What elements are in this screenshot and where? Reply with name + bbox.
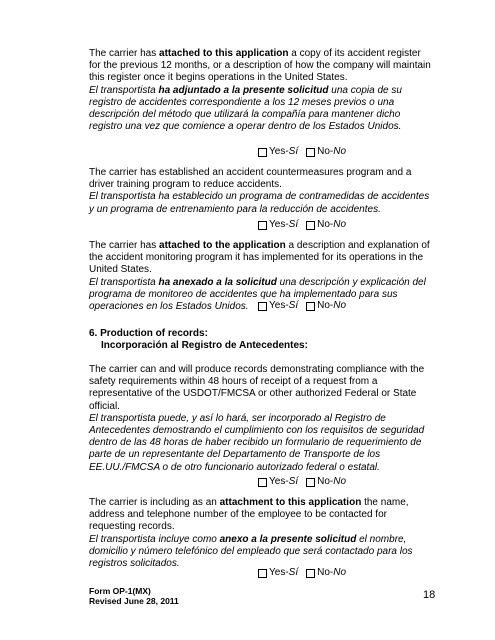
- yes-checkbox[interactable]: [258, 221, 267, 230]
- yes-checkbox[interactable]: [258, 478, 267, 487]
- no-option: No- No: [306, 300, 346, 312]
- accident-register-paragraph: [89, 48, 434, 133]
- yes-no-group-3: [258, 300, 354, 312]
- english-text: The carrier is including as an attachment to this application the name, address and telephone number of the employee to be contacted for requesting records.: [89, 497, 409, 533]
- yes-checkbox[interactable]: [258, 302, 267, 311]
- no-option: No- No: [306, 476, 346, 488]
- section-heading-6: [89, 328, 308, 352]
- revision-date: Revised June 28, 2011: [89, 596, 179, 606]
- english-text: The carrier has attached to the application a description and explanation of the accident monitoring program it has implemented for its operations in the United States.: [89, 240, 430, 276]
- no-checkbox[interactable]: [306, 478, 315, 487]
- spanish-text: El transportista ha establecido un programa de contramedidas de accidentes y un programa de entrenamiento para la reducción de accidentes.: [89, 191, 430, 215]
- yes-option: Yes- Sí: [258, 476, 298, 488]
- yes-option: Yes- Sí: [258, 219, 298, 231]
- no-checkbox[interactable]: [306, 148, 315, 157]
- countermeasures-paragraph: [89, 167, 434, 216]
- no-checkbox[interactable]: [306, 569, 315, 578]
- yes-no-group-1: [258, 146, 354, 158]
- heading-english: 6. Production of records:: [89, 328, 208, 339]
- page-number: 18: [423, 589, 436, 601]
- yes-option: Yes- Sí: [258, 300, 298, 312]
- no-checkbox[interactable]: [306, 221, 315, 230]
- yes-no-group-5: [258, 567, 354, 579]
- no-checkbox[interactable]: [306, 302, 315, 311]
- records-contact-paragraph: [89, 497, 434, 570]
- form-number: Form OP-1(MX): [89, 586, 151, 596]
- yes-checkbox[interactable]: [258, 148, 267, 157]
- spanish-text: El transportista puede, y así lo hará, ser incorporado al Registro de Antecedentes demostrando el cumplimiento con los requisitos de seguridad dentro de las 48 horas de haber recibido un formulario de requerimiento de parte de un representante del Departamento de Transporte de los EE.UU./FMCSA o de otro funcionario autorizado federal o estatal.: [89, 412, 425, 473]
- yes-no-group-4: [258, 476, 354, 488]
- yes-no-group-2: [258, 219, 354, 231]
- english-text: The carrier has established an accident countermeasures program and a driver training program to reduce accidents.: [89, 167, 412, 191]
- no-option: No- No: [306, 567, 346, 579]
- page-footer: [89, 586, 179, 606]
- english-text: The carrier has attached to this application a copy of its accident register for the previous 12 months, or a description of how the company will maintain this register once it begins operations in the United States.: [89, 48, 431, 84]
- english-text: The carrier can and will produce records demonstrating compliance with the safety requirements within 48 hours of receipt of a request from a representative of the USDOT/FMCSA or other authorized Federal or State official.: [89, 364, 425, 412]
- no-option: No- No: [306, 146, 346, 158]
- spanish-text: El transportista ha anexado a la solicitud una descripción y explicación del programa de monitoreo de accidentes que ha implementado para sus operaciones en los Estados Unidos.: [89, 276, 426, 313]
- yes-option: Yes- Sí: [258, 567, 298, 579]
- yes-checkbox[interactable]: [258, 569, 267, 578]
- records-compliance-paragraph: [89, 364, 434, 474]
- yes-option: Yes- Sí: [258, 146, 298, 158]
- spanish-text: El transportista ha adjuntado a la presente solicitud una copia de su registro de accidentes correspondiente a los 12 meses previos o una descripción del método que utilizará la compañía para mantener dicho registro una vez que comience a operar dentro de los Estados Unidos.: [89, 84, 402, 133]
- heading-spanish: Incorporación al Registro de Antecedentes:: [101, 340, 308, 352]
- no-option: No- No: [306, 219, 346, 231]
- spanish-text: El transportista incluye como anexo a la presente solicitud el nombre, domicilio y número telefónico del empleado que será contactado para los registros solicitados.: [89, 533, 413, 570]
